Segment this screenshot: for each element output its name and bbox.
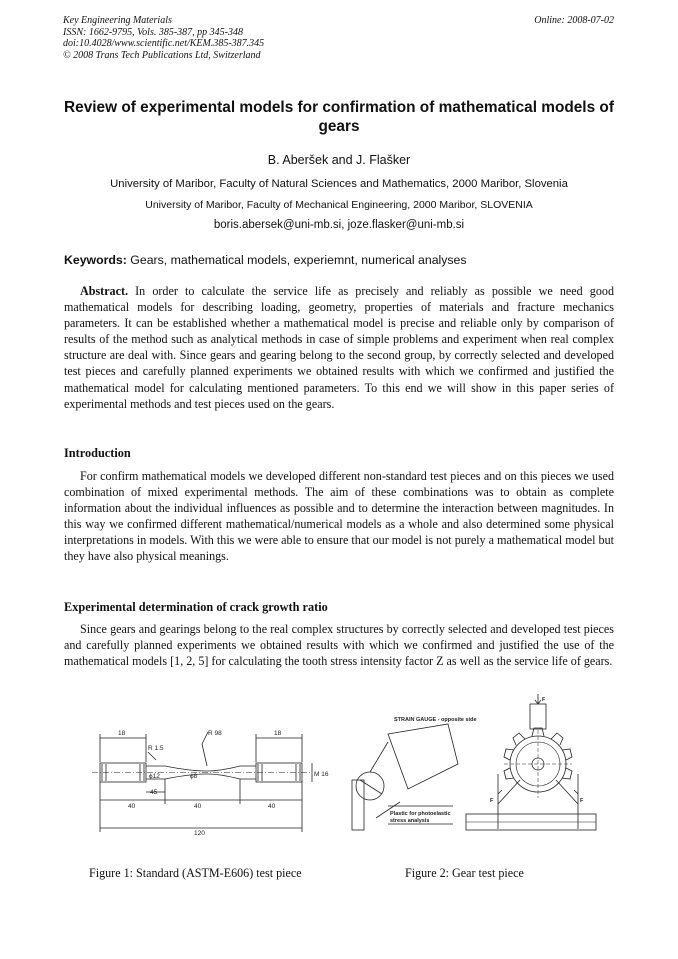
dim-phi12: ϕ12 [149,773,160,780]
keywords [64,253,624,267]
paper-title: Review of experimental models for confirmation of mathematical models of gears [64,99,614,135]
support-force-right-label: F [580,798,584,804]
keywords-label: Keywords: [64,253,127,267]
keywords-text: Gears, mathematical models, experiemnt, numerical analyses [126,253,467,267]
stress-analysis-label: stress analysis [390,818,430,824]
figure-1-caption: Figure 1: Standard (ASTM-E606) test piece [89,866,302,880]
abstract-text: In order to calculate the service life as precisely and reliably as possible we need good mathematical models for describing loading, geometry, properties of materials and fracture mechanics parameters. It can be established whether a mathematical model is precise and reliable only by comparison of results of the method such as analytical methods in case of simple problems and experiment when real complex structure are deal with. Since gears and gearing belong to the second group, by correctly selected and developed test pieces and carefully planned experiments we obtained results with which we confirmed and justified the mathematical model for calculating mentioned parameters. To this end we will show in this paper series of experimental methods and test pieces used on the gears. [64,284,614,411]
dim-40-right: 40 [268,803,276,810]
affiliation-2: University of Maribor, Faculty of Mechanical Engineering, 2000 Maribor, SLOVENIA [145,199,533,211]
dim-45: 45 [150,789,158,796]
dim-18-right: 18 [274,730,282,737]
journal-header [63,15,264,61]
dim-m16: M 16 [314,771,329,778]
doi-line: doi:10.4028/www.scientific.net/KEM.385-387.345 [63,38,265,49]
introduction-heading: Introduction [64,446,131,460]
dim-r98: R 98 [208,730,222,737]
journal-name: Key Engineering Materials [63,15,172,26]
figure-1-test-piece-drawing [90,722,336,852]
abstract [64,283,614,412]
copyright-line: © 2008 Trans Tech Publications Ltd, Switzerland [63,49,261,61]
dim-120: 120 [194,830,205,837]
figure-2-caption: Figure 2: Gear test piece [405,866,524,880]
online-date: Online: 2008-07-02 [534,15,614,26]
dim-r1-5: R 1.5 [148,745,164,752]
dim-40-mid: 40 [194,803,202,810]
affiliation-1: University of Maribor, Faculty of Natural Sciences and Mathematics, 2000 Maribor, Slovenia [110,178,568,190]
author-emails: boris.abersek@uni-mb.si, joze.flasker@uni-mb.si [213,219,465,231]
experimental-text: Since gears and gearings belong to the real complex structures by correctly selected and developed test pieces and carefully planned experiments we obtained results with which we confirmed and justified the use of the mathematical models [1, 2, 5] for calculating the tooth stress intensity factor Z as well as the service life of gears. [64,622,614,669]
dim-phi8: ϕ8 [190,773,198,780]
strain-gauge-label: STRAIN GAUGE - opposite side [394,717,477,723]
dim-18-left: 18 [118,730,126,737]
dim-40-left: 40 [128,803,136,810]
introduction-text: For confirm mathematical models we developed different non-standard test pieces and on this pieces we used combination of mixed experimental methods. The aim of these combinations was to obtain as complete information about the individual influences as possible and to determine the interaction between magnitudes. In this way we confirmed different mathematical/numerical models as a whole and also determined some physical interpretations in models. With this we were able to ensure that our model is not purely a mathematical model but they have also physical meanings. [64,469,614,564]
authors: B. Aberšek and J. Flašker [267,153,411,167]
figure-2-gear-test-drawing [348,694,598,844]
experimental-heading: Experimental determination of crack growth ratio [64,600,328,614]
issn-line: ISSN: 1662-9795, Vols. 385-387, pp 345-348 [63,26,243,38]
plastic-label: Plastic for photoelastic [390,811,451,817]
support-force-left-label: F [490,798,494,804]
force-label: F [542,697,546,703]
abstract-label: Abstract. [80,284,129,298]
